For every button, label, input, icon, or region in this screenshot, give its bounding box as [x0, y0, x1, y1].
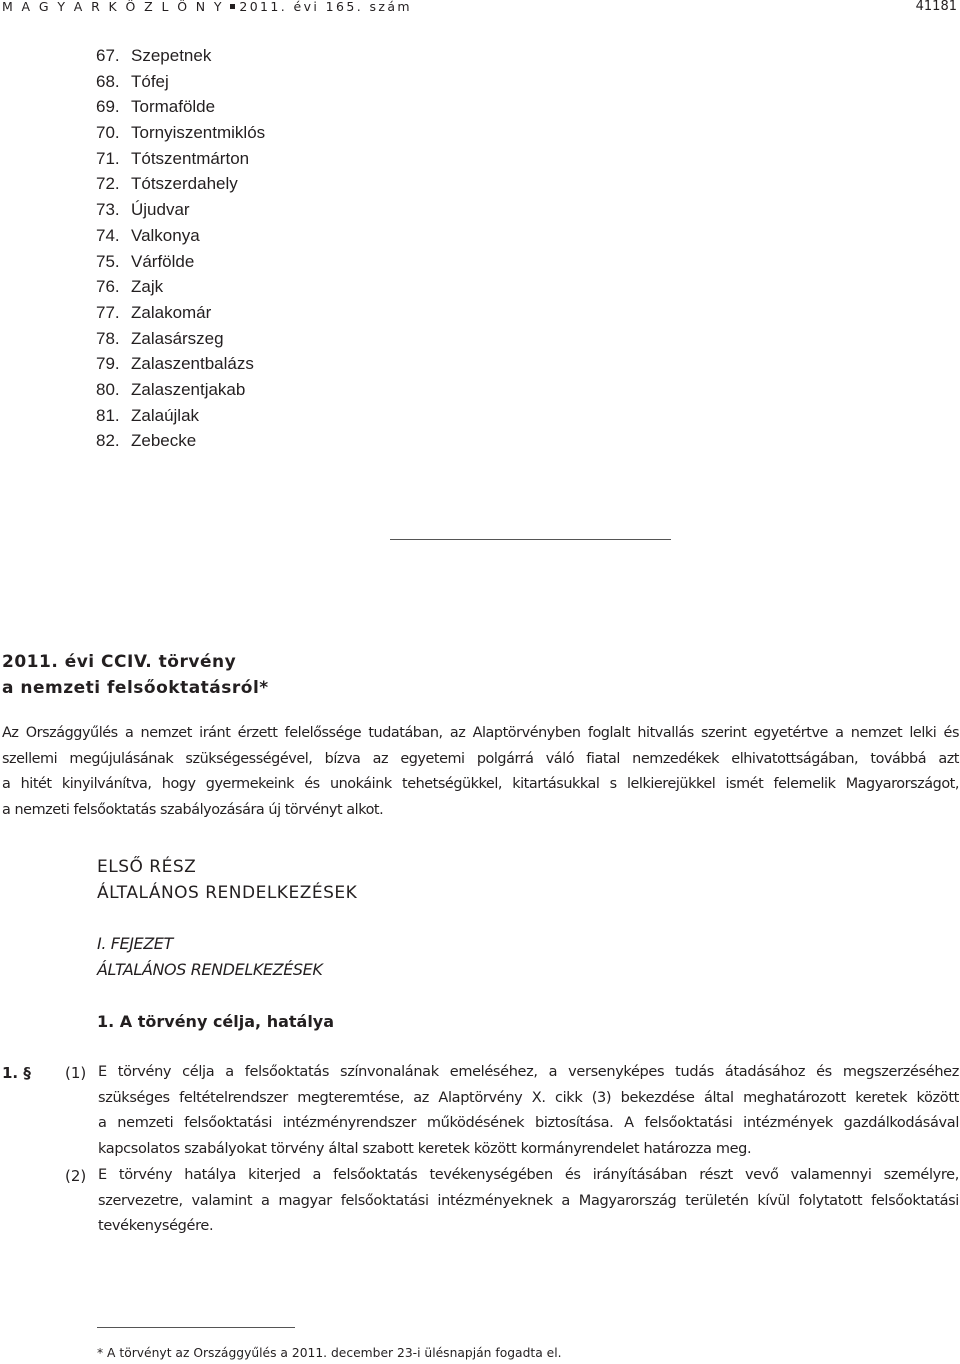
section-divider: [390, 539, 671, 540]
list-item: 72. Tótszerdahely: [96, 174, 238, 194]
footnote-divider: [97, 1327, 295, 1328]
preamble-line: a hitét kinyilvánítva, hogy gyermekeink és unokáink tehetségükkel, kitartásukkal s lelkierejükkel ismét felemelik Magyarországot,: [2, 776, 959, 793]
list-item: 82. Zebecke: [96, 431, 197, 451]
subsection-line: szervezetre, valamint a magyar felsőoktatási intézményeknek a Magyarország területén kívül folytatott felsőoktatási: [98, 1192, 959, 1209]
list-item: 74. Valkonya: [96, 225, 200, 245]
subsection-line: kapcsolatos szabályokat törvény által szabott keretek között kormányrendelet határozza meg.: [98, 1141, 752, 1158]
settlement-list: [96, 43, 265, 454]
part-title: ÁLTALÁNOS RENDELKEZÉSEK: [97, 883, 358, 903]
list-item: 69. Tormafölde: [96, 97, 216, 117]
subsection-line: tevékenységére.: [98, 1218, 214, 1235]
paragraph-label: 1. §: [2, 1064, 31, 1082]
publication-title: M A G Y A R K Ö Z L Ö N Y 2011. évi 165. szám: [2, 0, 412, 14]
issue-label: 2011. évi 165. szám: [239, 0, 412, 14]
subsection-text: [98, 1060, 959, 1163]
list-item: 78. Zalasárszeg: [96, 328, 224, 348]
subsection-number: (1): [65, 1064, 87, 1082]
chapter-number: I. FEJEZET: [97, 934, 173, 953]
subsection-text: [98, 1163, 959, 1240]
chapter-title: ÁLTALÁNOS RENDELKEZÉSEK: [97, 960, 323, 979]
law-title: [2, 649, 269, 701]
list-item: 77. Zalakomár: [96, 302, 212, 322]
chapter-heading: [97, 931, 322, 983]
list-item: 81. Zalaújlak: [96, 405, 200, 425]
footnote: * A törvényt az Országgyűlés a 2011. december 23-i ülésnapján fogadta el.: [97, 1346, 562, 1360]
list-item: 71. Tótszentmárton: [96, 148, 250, 168]
list-item: 68. Tófej: [96, 71, 169, 91]
list-item: 80. Zalaszentjakab: [96, 379, 246, 399]
list-item: 75. Várfölde: [96, 251, 195, 271]
preamble: [2, 721, 959, 823]
preamble-line: a nemzeti felsőoktatás szabályozására új törvényt alkot.: [2, 801, 384, 818]
part-heading: [97, 854, 357, 906]
subsection-number: (2): [65, 1167, 87, 1185]
list-item: 73. Újudvar: [96, 200, 190, 220]
page-number: 41181: [915, 0, 957, 14]
list-item: 76. Zajk: [96, 277, 164, 297]
bullet-square-icon: [230, 4, 235, 9]
list-item: 79. Zalaszentbalázs: [96, 354, 254, 374]
law-subject: a nemzeti felsőoktatásról*: [2, 678, 269, 698]
subsection-line: szükséges feltételrendszer megteremtése, az Alaptörvény X. cikk (3) bekezdése által meghatározott keretek között: [98, 1089, 959, 1106]
section-heading: 1. A törvény célja, hatálya: [97, 1012, 335, 1031]
page-header: [0, 0, 960, 16]
preamble-line: Az Országgyűlés a nemzet iránt érzett felelőssége tudatában, az Alaptörvényben foglalt hitvallás szerint egyetértve a nemzet lelki és: [2, 725, 959, 741]
preamble-line: szellemi megújulásának szükségességével, bízva az egyetemi polgárrá váló fiatal nemzedékek elhivatottságában, továbbá azt: [2, 750, 959, 767]
subsection-line: E törvény célja a felsőoktatás színvonalának emeléséhez, a versenyképes tudás átadásához és megszerzéséhez: [98, 1064, 959, 1080]
subsection-line: E törvény hatálya kiterjed a felsőoktatás tevékenységében és irányításában részt vevő valamennyi személyre,: [98, 1167, 959, 1183]
law-number: 2011. évi CCIV. törvény: [2, 652, 237, 672]
list-item: 67. Szepetnek: [96, 46, 212, 65]
list-item: 70. Tornyiszentmiklós: [96, 123, 266, 143]
subsection-line: a nemzeti felsőoktatási intézményrendszer működésének biztosítása. A felsőoktatási intézmények gazdálkodásával: [98, 1115, 959, 1132]
part-number: ELSŐ RÉSZ: [97, 857, 197, 877]
